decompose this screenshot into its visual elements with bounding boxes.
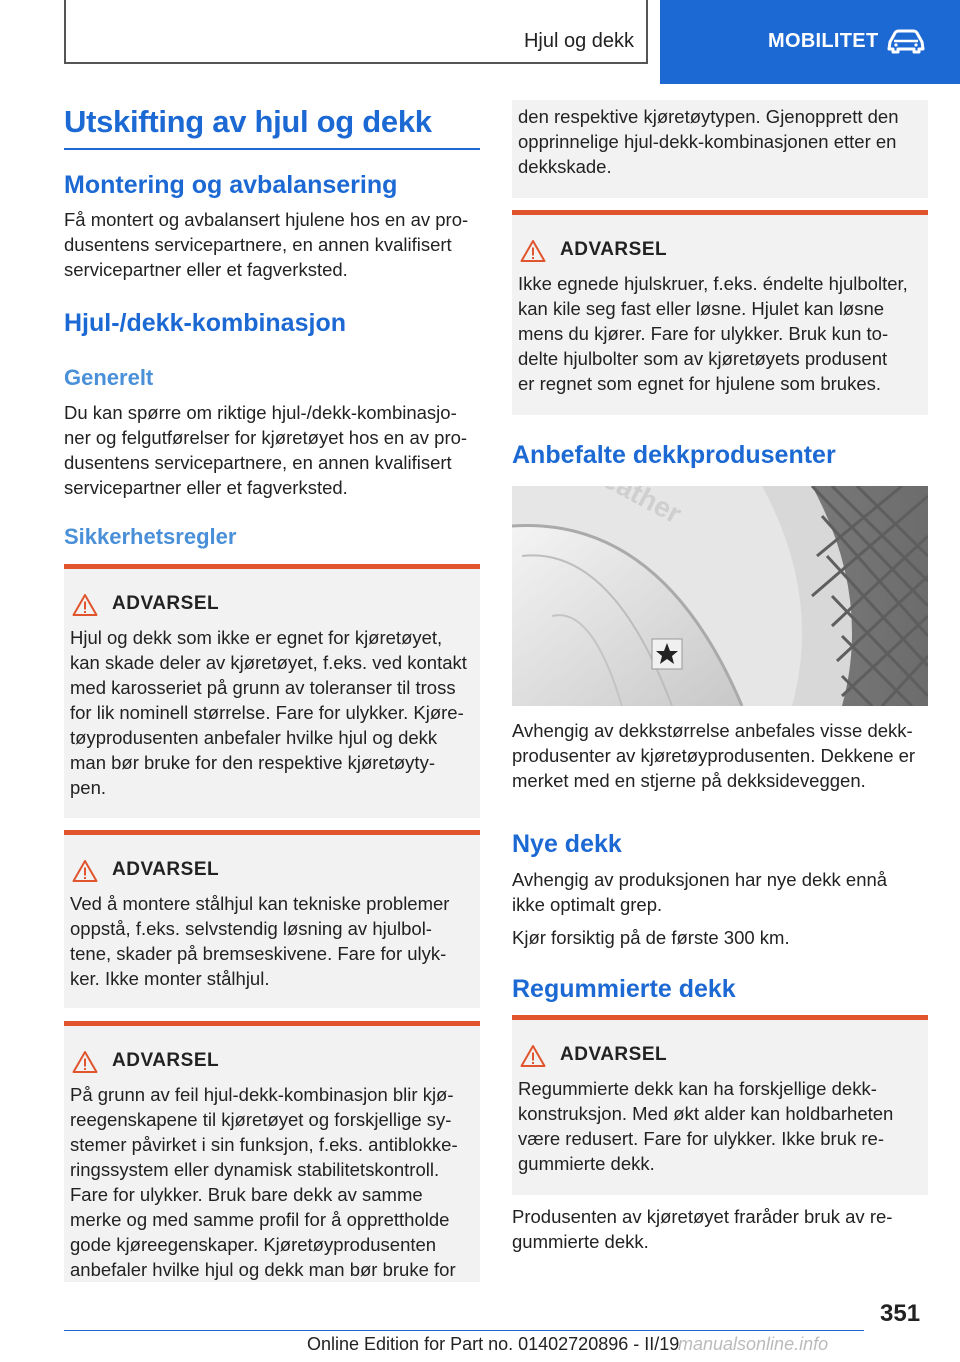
warning-text: På grunn av feil hjul-dekk-kombinasjon blir kjø- reegenskapene til kjøretøyet og forskjellige sy- stemer påvirket i sin funksjon, f.eks. antiblokke- ringssystem eller dynamisk stabilitetskontroll. Fare for ulykker. Bruk bare dekk av samme merke og med samme profil for å opprettholde gode kjøreegenskaper. Kjøretøyprodusenten anbefaler hvilke hjul og dekk man bør bruke for [70, 1084, 458, 1280]
heading-combination: Hjul-/dekk-kombinasjon [64, 309, 346, 337]
warning-box-2 [64, 830, 480, 1008]
heading-retreaded: Regummierte dekk [512, 975, 736, 1003]
warning-text: Ved å montere stålhjul kan tekniske problemer oppstå, f.eks. selvstendig løsning av hjulbol- tene, skader på bremseskivene. Fare for ulyk- ker. Ikke monter stålhjul. [70, 893, 450, 989]
title-rule [64, 148, 480, 150]
paragraph-new-tires-caution: Kjør forsiktig på de første 300 km. [512, 927, 790, 948]
paragraph-mounting: Få montert og avbalansert hjulene hos en av pro- dusentens servicepartnere, en annen kvalifisert servicepartner eller et fagverksted. [64, 209, 469, 280]
warning-title: ADVARSEL [112, 593, 220, 614]
warning-box-continued [512, 100, 928, 198]
warning-text: Ikke egnede hjulskruer, f.eks. éndelte hjulbolter, kan kile seg fast eller løsne. Hjulet kan løsne mens du kjører. Fare for ulykker. Bruk kun to- delte hjulbolter som av kjøretøyets produsent er regnet som egnet for hjulene som brukes. [518, 273, 908, 394]
footer-rule [64, 1330, 864, 1331]
header-left-frame [64, 0, 648, 64]
footer-edition: Online Edition for Part no. 01402720896 - II/19 [307, 1334, 680, 1354]
heading-recommended: Anbefalte dekkprodusenter [512, 441, 836, 469]
warning-title: ADVARSEL [560, 239, 668, 260]
warning-title: ADVARSEL [112, 859, 220, 880]
chapter-title: MOBILITET [768, 30, 879, 52]
heading-general: Generelt [64, 365, 154, 390]
section-title: Hjul og dekk [523, 30, 634, 52]
warning-text: Hjul og dekk som ikke er egnet for kjøretøyet, kan skade deler av kjøretøyet, f.eks. ved kontakt med karosseriet på grunn av toleranser til tross for lik nominell størrelse. Fare for ulykker. Kjøre- tøyprodusenten anbefaler hvilke hjul og dekk man bør bruke for den respektive kjøretøyty- pen. [70, 627, 467, 798]
warning-text: Regummierte dekk kan ha forskjellige dekk- konstruksjon. Med økt alder kan holdbarheten være redusert. Fare for ulykker. Ikke bruk re- gummierte dekk. [518, 1078, 894, 1174]
paragraph-new-tires: Avhengig av produksjonen har nye dekk ennå ikke optimalt grep. [512, 869, 888, 915]
tire-sidewall-illustration [512, 486, 928, 706]
warning-triangle-icon [520, 239, 546, 263]
paragraph-general: Du kan spørre om riktige hjul-/dekk-kombinasjo- ner og felgutførelser for kjøretøyet hos en av pro- dusentens servicepartnere, en annen kvalifisert servicepartner eller et fagverksted. [64, 402, 468, 498]
warning-box-3 [64, 1021, 480, 1282]
warning-title: ADVARSEL [560, 1044, 668, 1065]
car-icon [886, 28, 926, 54]
warning-box-5 [512, 1015, 928, 1195]
paragraph-retreaded: Produsenten av kjøretøyet fraråder bruk av re- gummierte dekk. [512, 1206, 893, 1252]
warning-box-4 [512, 210, 928, 415]
footer-site-watermark: manualsonline.info [678, 1334, 829, 1354]
page-title: Utskifting av hjul og dekk [64, 104, 432, 139]
heading-new-tires: Nye dekk [512, 830, 622, 858]
page-number: 351 [880, 1300, 921, 1327]
warning-box-1 [64, 564, 480, 818]
warning-title: ADVARSEL [112, 1050, 220, 1071]
heading-safety: Sikkerhetsregler [64, 524, 237, 549]
warning-triangle-icon [72, 593, 98, 617]
warning-triangle-icon [520, 1044, 546, 1068]
star-marking-icon [652, 639, 682, 669]
warning-triangle-icon [72, 1050, 98, 1074]
warning-triangle-icon [72, 859, 98, 883]
heading-mounting: Montering og avbalansering [64, 171, 398, 199]
paragraph-recommended: Avhengig av dekkstørrelse anbefales visse dekk- produsenter av kjøretøyprodusenten. Dekkene er merket med en stjerne på dekksideveggen. [512, 720, 916, 791]
chapter-tab[interactable] [660, 0, 960, 84]
warning-text: den respektive kjøretøytypen. Gjenopprett den opprinnelige hjul-dekk-kombinasjonen etter en dekkskade. [518, 106, 899, 177]
